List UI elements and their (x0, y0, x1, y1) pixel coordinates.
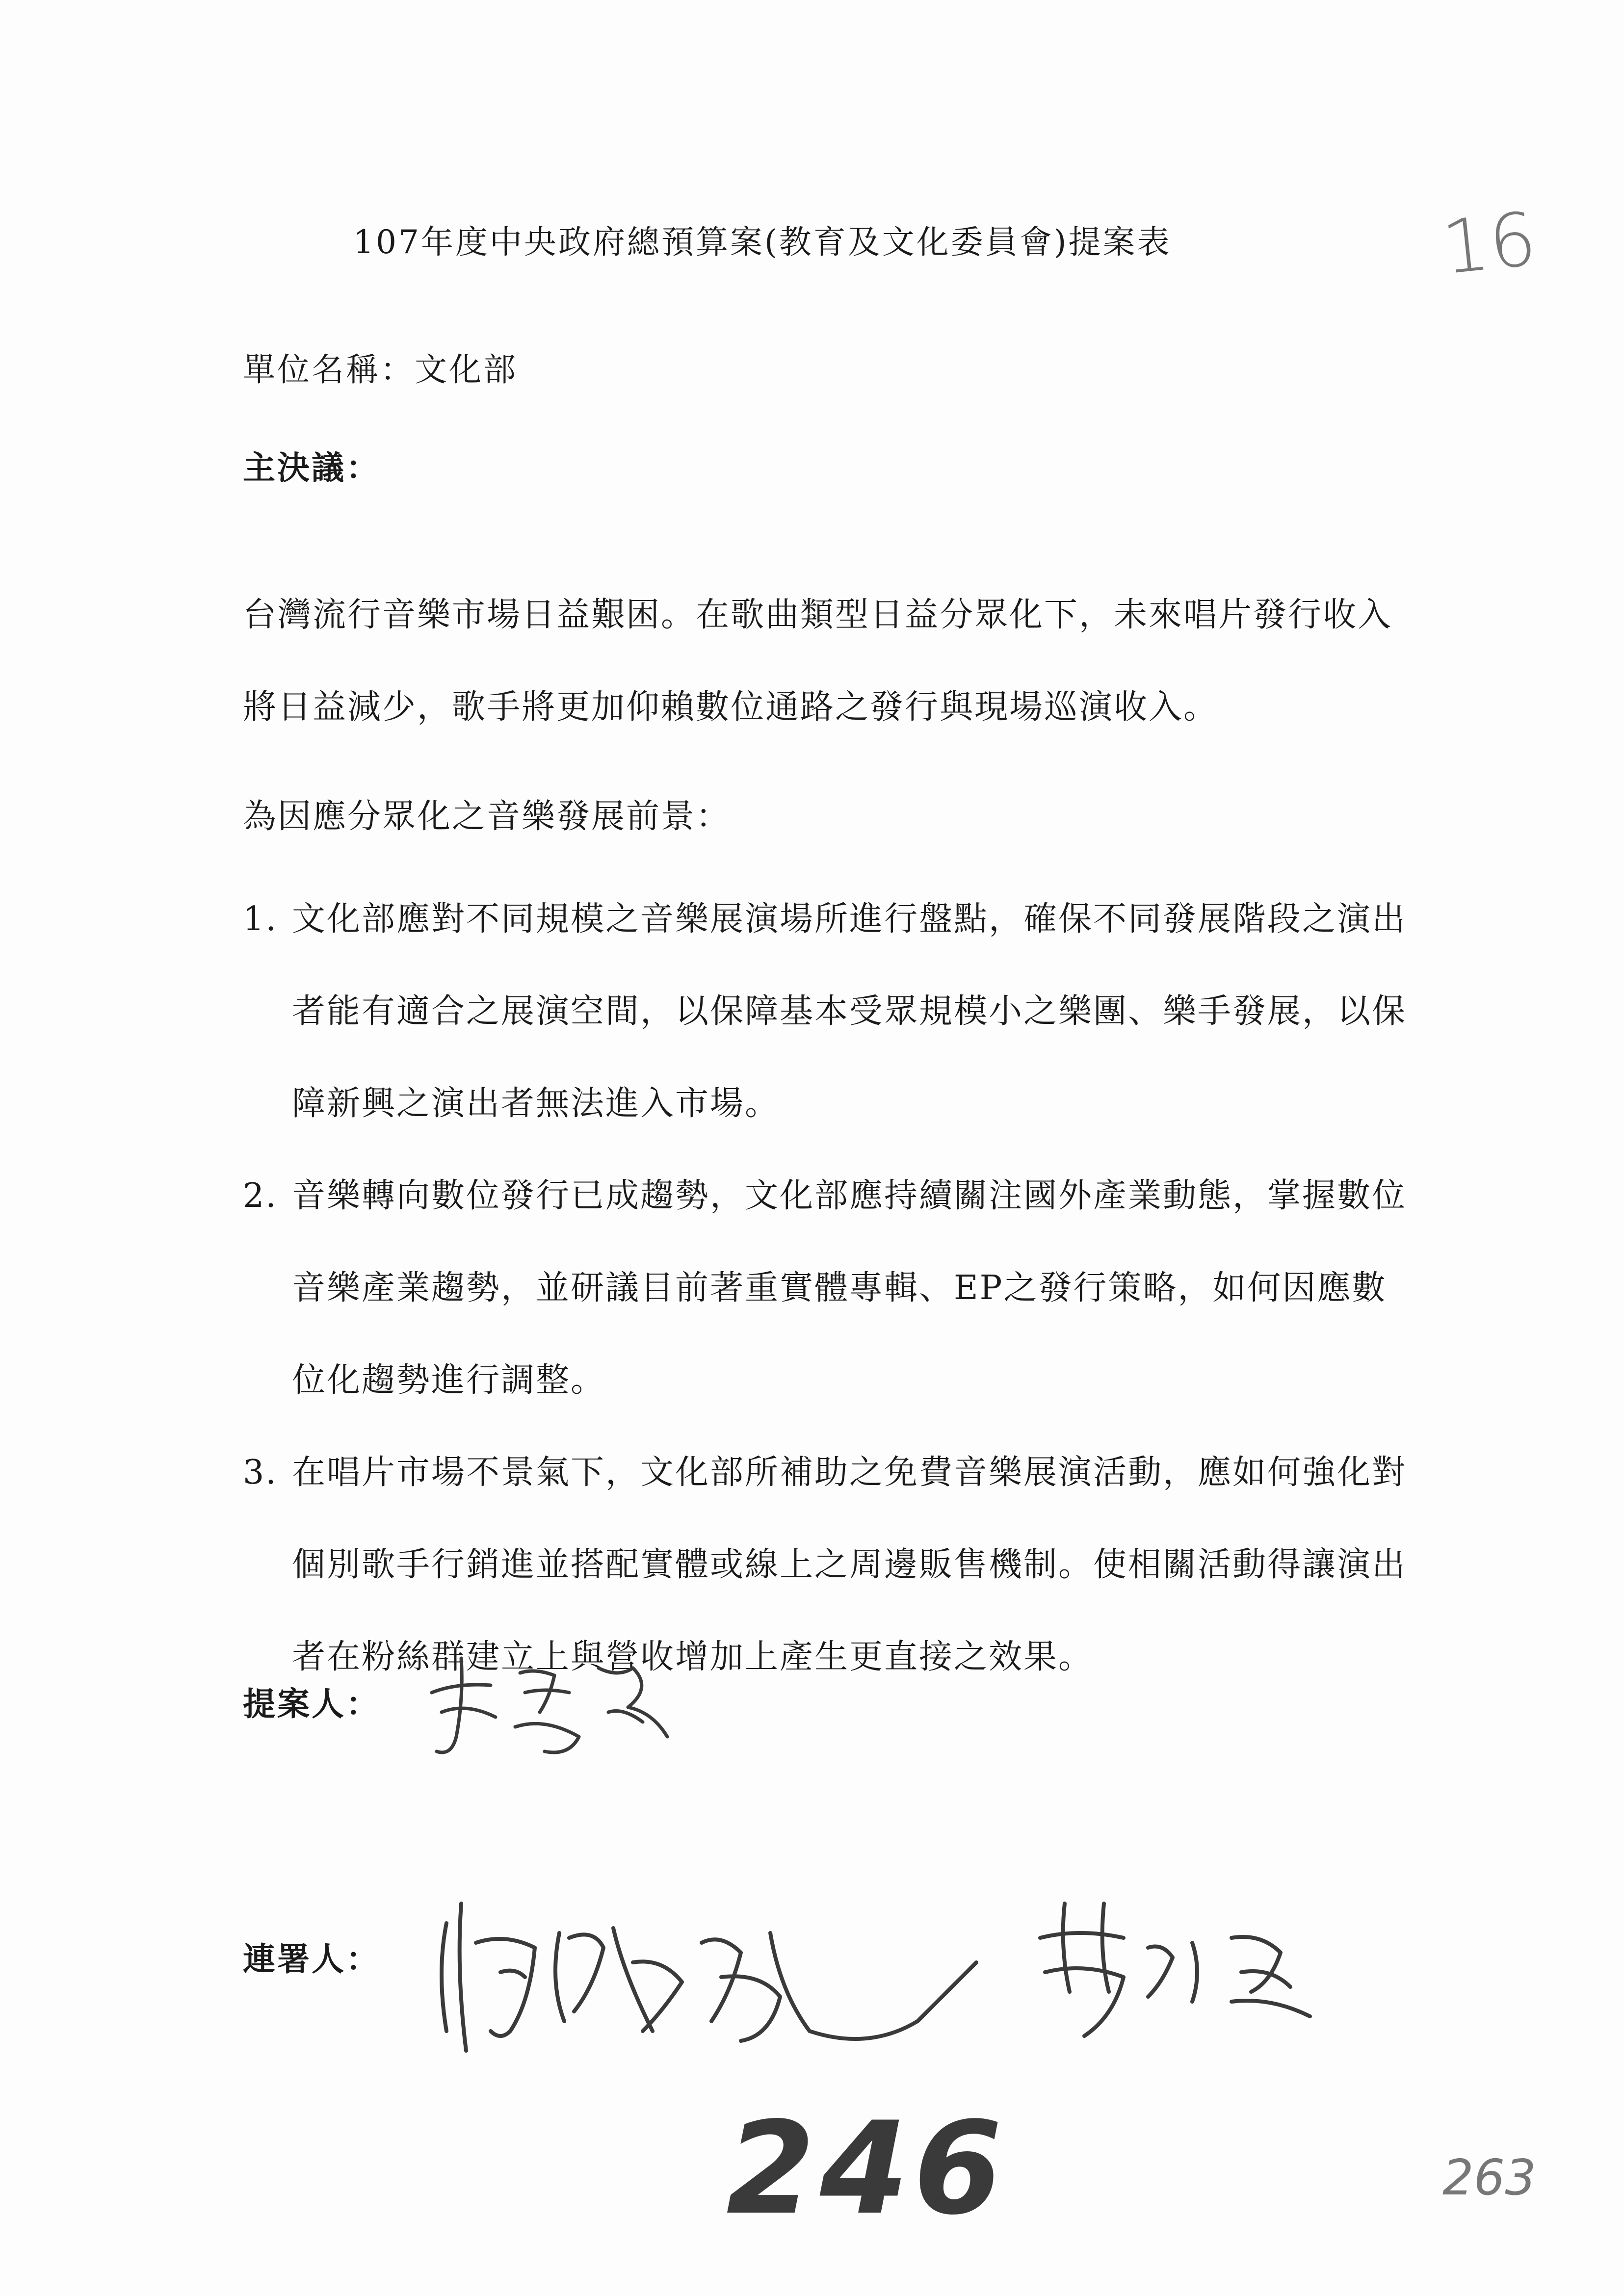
list-item (243, 873, 1411, 1150)
proposer-label: 提案人： (243, 1685, 380, 1723)
main-resolution-heading: 主決議： (243, 448, 380, 487)
handwritten-number: 246 (726, 2095, 1007, 2243)
unit-name: 單位名稱：文化部 (243, 351, 518, 389)
handwritten-page-number: 16 (1438, 196, 1541, 291)
list-item (243, 1427, 1411, 1703)
list-item (243, 1150, 1411, 1427)
resolution-items (243, 873, 1411, 1703)
intro-line: 為因應分眾化之音樂發展前景： (243, 797, 731, 836)
page-title: 107年度中央政府總預算案(教育及文化委員會)提案表 (353, 223, 1172, 261)
list-item-number: 1. (243, 900, 278, 939)
cosigner-signature (427, 1874, 1359, 2080)
cosigner-label: 連署人： (243, 1940, 380, 1978)
list-item-text: 文化部應對不同規模之音樂展演場所進行盤點，確保不同發展階段之演出者能有適合之展演空間，以保障基本受眾規模小之樂團、樂手發展，以保障新興之演出者無法進入市場。 (292, 900, 1407, 1123)
resolution-paragraph: 台灣流行音樂市場日益艱困。在歌曲類型日益分眾化下，未來唱片發行收入將日益減少，歌手將更加仰賴數位通路之發行與現場巡演收入。 (243, 596, 1393, 727)
list-item-text: 音樂轉向數位發行已成趨勢，文化部應持續關注國外產業動態，掌握數位音樂產業趨勢，並研議目前著重實體專輯、EP之發行策略，如何因應數位化趨勢進行調整。 (292, 1176, 1407, 1400)
list-item-number: 3. (243, 1453, 278, 1492)
corner-page-number: 263 (1442, 2149, 1536, 2206)
list-item-number: 2. (243, 1176, 278, 1215)
list-item-text: 在唱片市場不景氣下，文化部所補助之免費音樂展演活動，應如何強化對個別歌手行銷進並搭配實體或線上之周邊販售機制。使相關活動得讓演出者在粉絲群建立上與營收增加上產生更直接之效果。 (292, 1453, 1407, 1676)
